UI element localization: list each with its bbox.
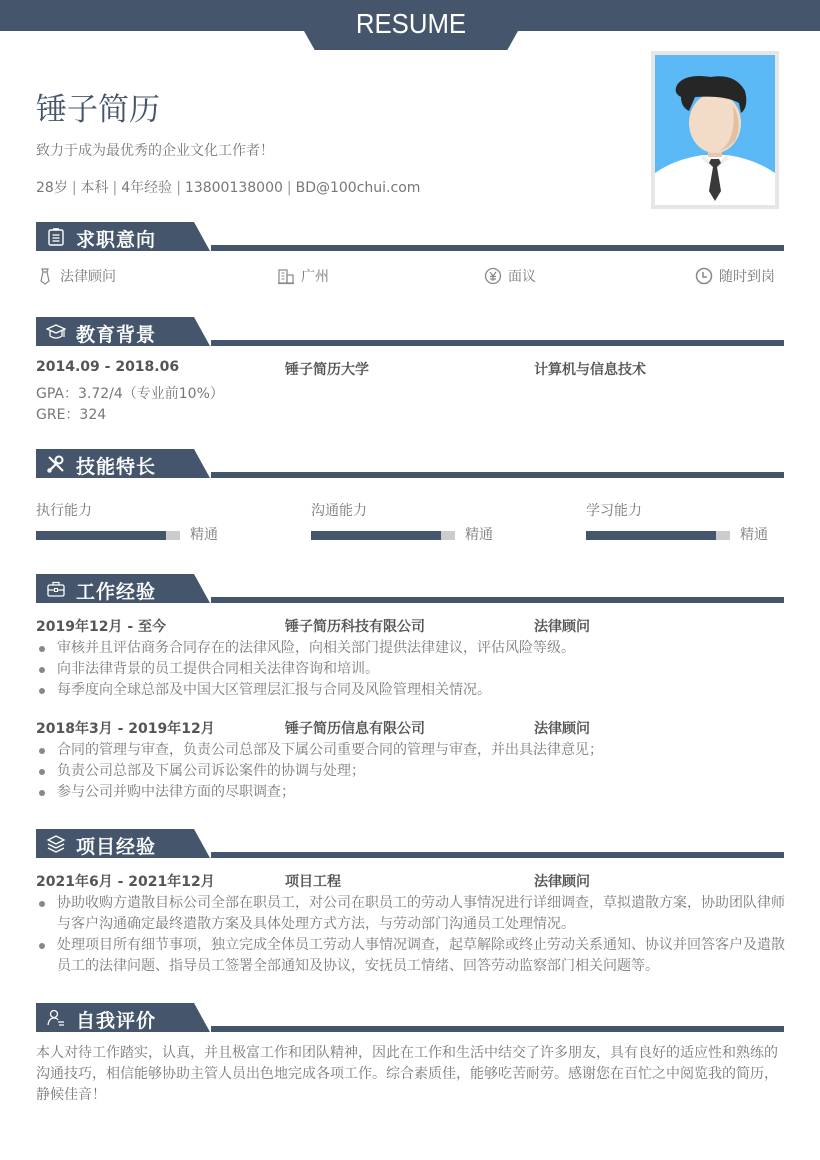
email: BD@100chui.com <box>295 180 421 196</box>
skill-communication <box>311 500 511 543</box>
project-duties <box>36 893 786 977</box>
gre: GRE：324 <box>36 407 107 423</box>
section-title: 求职意向 <box>76 229 157 251</box>
intent-city: 广州 <box>277 266 329 286</box>
job-duties <box>36 638 786 701</box>
intent-availability: 随时到岗 <box>695 266 775 286</box>
project-period: 2021年6月 - 2021年12月 <box>36 874 215 890</box>
clock-icon <box>695 267 713 285</box>
project-role: 法律顾问 <box>534 874 590 890</box>
list-item: 向非法律背景的员工提供合同相关法律咨询和培训。 <box>36 659 786 680</box>
education-period: 2014.09 - 2018.06 <box>36 359 180 375</box>
school-name: 锤子简历大学 <box>285 362 369 378</box>
company-name: 锤子简历科技有限公司 <box>285 619 425 635</box>
age: 28岁 <box>36 180 68 196</box>
building-icon <box>277 267 295 285</box>
skill-name: 沟通能力 <box>311 503 367 519</box>
user-icon <box>46 1008 66 1028</box>
self-evaluation-text: 本人对待工作踏实，认真，并且极富工作和团队精神，因此在工作和生活中结交了许多朋友，具有良好的适应性和熟练的沟通技巧，相信能够协助主管人员出色地完成各项工作。综合素质佳，能够吃苦耐劳。感谢您在百忙之中阅览我的简历，静候佳音！ <box>36 1045 778 1103</box>
skill-level: 精通 <box>465 527 493 543</box>
experience-years: 4年经验 <box>121 180 173 196</box>
skill-execution <box>36 500 236 543</box>
skill-bar <box>36 531 180 540</box>
job-intent-list <box>36 266 784 288</box>
section-title: 项目经验 <box>76 836 157 858</box>
banner-title: RESUME <box>355 8 467 39</box>
skill-name: 学习能力 <box>586 503 642 519</box>
skill-name: 执行能力 <box>36 503 92 519</box>
list-item: 处理项目所有细节事项，独立完成全体员工劳动人事情况调查，起草解除或终止劳动关系通知、协议并回答客户及遣散员工的法律问题、指导员工签署全部通知及协议，安抚员工情绪、回答劳动监察部门相关问题等。 <box>36 935 786 977</box>
major: 计算机与信息技术 <box>534 362 646 378</box>
basic-info: 28岁 | 本科 | 4年经验 | 13800138000 | BD@100chui.com <box>36 180 421 196</box>
section-header-projects <box>36 829 784 858</box>
briefcase-icon <box>46 579 66 599</box>
project-name: 项目工程 <box>285 874 341 890</box>
intent-salary: 面议 <box>484 266 536 286</box>
skill-bar <box>586 531 730 540</box>
slogan: 致力于成为最优秀的企业文化工作者！ <box>36 143 274 159</box>
list-item: 负责公司总部及下属公司诉讼案件的协调与处理； <box>36 761 786 782</box>
job-title: 法律顾问 <box>534 619 590 635</box>
section-title: 教育背景 <box>76 324 157 346</box>
intent-position: 法律顾问 <box>36 266 116 286</box>
candidate-name: 锤子简历 <box>36 92 160 128</box>
section-title: 工作经验 <box>76 581 157 603</box>
tools-icon <box>46 454 66 474</box>
job-period: 2018年3月 - 2019年12月 <box>36 721 215 737</box>
skill-bar <box>311 531 455 540</box>
section-header-skills <box>36 449 784 478</box>
list-item: 审核并且评估商务合同存在的法律风险，向相关部门提供法律建议，评估风险等级。 <box>36 638 786 659</box>
avatar <box>651 51 779 209</box>
phone: 13800138000 <box>184 180 283 196</box>
graduation-cap-icon <box>46 322 66 342</box>
job-title: 法律顾问 <box>534 721 590 737</box>
tie-icon <box>36 267 54 285</box>
list-item: 协助收购方遣散目标公司全部在职员工，对公司在职员工的劳动人事情况进行详细调查，草拟遣散方案，协助团队律师与客户沟通确定最终遣散方案及具体处理方式方法，与劳动部门沟通员工处理情况。 <box>36 893 786 935</box>
yen-icon <box>484 267 502 285</box>
list-item: 合同的管理与审查，负责公司总部及下属公司重要合同的管理与审查，并出具法律意见； <box>36 740 786 761</box>
list-item: 参与公司并购中法律方面的尽职调查； <box>36 782 786 803</box>
skill-level: 精通 <box>740 527 768 543</box>
section-header-intent <box>36 222 784 251</box>
clipboard-icon <box>46 227 66 247</box>
company-name: 锤子简历信息有限公司 <box>285 721 425 737</box>
section-header-education <box>36 317 784 346</box>
degree: 本科 <box>80 180 109 196</box>
layers-icon <box>46 834 66 854</box>
job-duties <box>36 740 786 803</box>
job-period: 2019年12月 - 至今 <box>36 619 167 635</box>
section-title: 自我评价 <box>76 1010 157 1032</box>
skill-level: 精通 <box>190 527 218 543</box>
section-header-work <box>36 574 784 603</box>
avatar-photo-icon <box>655 55 775 205</box>
section-header-self-evaluation <box>36 1003 784 1032</box>
gpa: GPA：3.72/4（专业前10%） <box>36 386 224 402</box>
list-item: 每季度向全球总部及中国大区管理层汇报与合同及风险管理相关情况。 <box>36 680 786 701</box>
section-title: 技能特长 <box>76 456 157 478</box>
skill-learning <box>586 500 786 543</box>
